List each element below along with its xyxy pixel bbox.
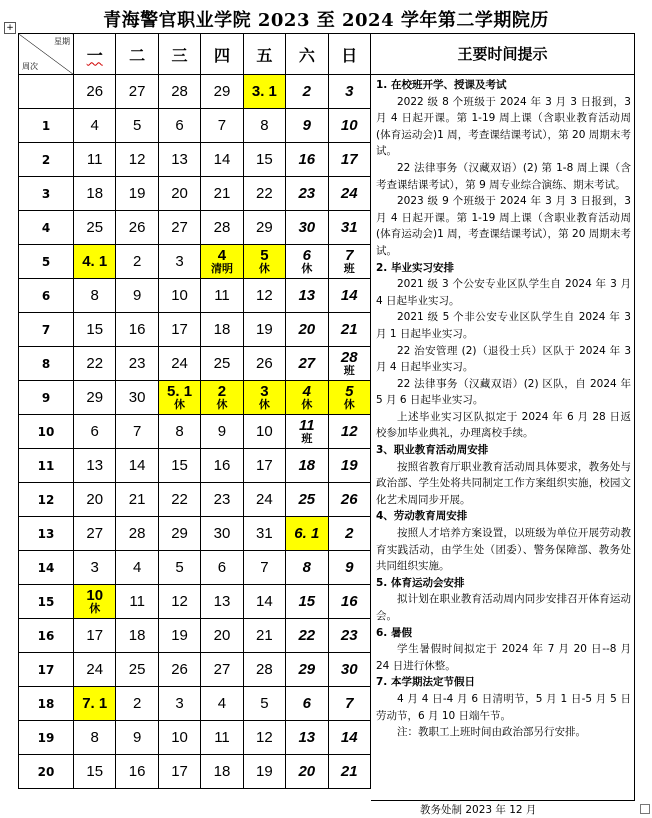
day-cell: 3. 1 (243, 75, 285, 109)
day-cell: 12 (243, 721, 285, 755)
week-row (19, 619, 371, 653)
day-number: 5. 1 (167, 382, 193, 400)
day-cell: 10 (328, 109, 370, 143)
day-cell: 26 (158, 653, 200, 687)
day-cell (328, 381, 370, 415)
week-number: 3 (19, 177, 74, 211)
day-cell: 3 (328, 75, 370, 109)
day-cell: 16 (116, 755, 158, 789)
corner-week-label: 周次 (22, 62, 38, 71)
week-row (19, 75, 371, 109)
day-cell: 2 (328, 517, 370, 551)
weekday-header-7: 日 (328, 34, 370, 75)
day-note: 班 (301, 431, 313, 445)
day-cell: 19 (116, 177, 158, 211)
week-row (19, 721, 371, 755)
day-cell: 20 (286, 755, 328, 789)
day-cell: 8 (74, 279, 116, 313)
notes-paragraph: 22 法律事务（汉藏双语）(2) 第 1-8 周上课（含考查课结课考试），第 9 周专业综合演练、期末考试。 (376, 161, 631, 191)
day-cell: 20 (201, 619, 243, 653)
day-number: 7 (345, 246, 354, 264)
day-cell: 7 (116, 415, 158, 449)
day-number: 6 (302, 246, 311, 264)
day-cell: 28 (201, 211, 243, 245)
day-cell: 28 (116, 517, 158, 551)
notes-paragraph: 按照人才培养方案设置，以班级为单位开展劳动教育实践活动，由学生处（团委）、警务保障部、教务处共同组织实施。 (376, 527, 631, 573)
day-cell: 15 (243, 143, 285, 177)
day-cell: 14 (243, 585, 285, 619)
day-cell: 16 (328, 585, 370, 619)
day-cell: 24 (243, 483, 285, 517)
day-cell: 6 (286, 687, 328, 721)
week-row (19, 313, 371, 347)
day-cell: 22 (74, 347, 116, 381)
week-row (19, 211, 371, 245)
day-cell: 28 (243, 653, 285, 687)
week-number: 16 (19, 619, 74, 653)
notes-paragraph: 2023 级 9 个班级于 2024 年 3 月 3 日报到，3 月 4 日起开课。第 1-19 周上课（含职业教育活动周(体育运动会)1 周，考查课结课考试），第 20 周期末考试。 (376, 195, 631, 257)
day-number: 3 (260, 382, 269, 400)
day-note: 班 (343, 261, 355, 275)
day-cell (158, 381, 200, 415)
notes-panel (371, 33, 635, 801)
day-cell: 29 (243, 211, 285, 245)
day-cell: 27 (74, 517, 116, 551)
day-cell: 12 (328, 415, 370, 449)
day-cell: 7 (243, 551, 285, 585)
day-cell: 26 (243, 347, 285, 381)
day-cell: 14 (116, 449, 158, 483)
calendar-table (18, 33, 371, 789)
day-cell (201, 381, 243, 415)
day-note: 班 (343, 363, 355, 377)
day-cell: 27 (116, 75, 158, 109)
week-row (19, 517, 371, 551)
week-row (19, 177, 371, 211)
week-number (19, 75, 74, 109)
day-cell: 12 (243, 279, 285, 313)
week-number: 20 (19, 755, 74, 789)
day-cell: 20 (74, 483, 116, 517)
day-cell: 30 (286, 211, 328, 245)
day-number: 5 (260, 246, 269, 264)
week-row (19, 347, 371, 381)
day-cell: 9 (116, 279, 158, 313)
day-cell: 13 (201, 585, 243, 619)
day-cell: 5 (243, 687, 285, 721)
day-cell: 28 (158, 75, 200, 109)
week-row (19, 687, 371, 721)
day-cell: 17 (328, 143, 370, 177)
notes-paragraph: 学生暑假时间拟定于 2024 年 7 月 20 日--8 月 24 日进行休整。 (376, 643, 631, 672)
week-row (19, 279, 371, 313)
day-cell: 3 (74, 551, 116, 585)
day-cell: 14 (328, 279, 370, 313)
week-row (19, 551, 371, 585)
week-number: 5 (19, 245, 74, 279)
day-cell: 21 (243, 619, 285, 653)
day-cell: 21 (201, 177, 243, 211)
day-cell: 19 (243, 313, 285, 347)
weekday-header-4: 四 (201, 34, 243, 75)
day-cell: 30 (116, 381, 158, 415)
weekday-header-1: 一 (74, 34, 116, 75)
day-cell: 19 (243, 755, 285, 789)
weekday-header-2: 二 (116, 34, 158, 75)
day-number: 10 (86, 586, 104, 604)
week-number: 6 (19, 279, 74, 313)
day-cell: 24 (74, 653, 116, 687)
day-cell: 22 (243, 177, 285, 211)
day-cell: 15 (74, 755, 116, 789)
day-cell: 8 (158, 415, 200, 449)
table-move-handle-icon[interactable]: + (4, 22, 16, 34)
page-title: 青海警官职业学院 2023 至 2024 学年第二学期院历 (103, 10, 549, 31)
week-number: 7 (19, 313, 74, 347)
day-cell: 13 (74, 449, 116, 483)
notes-paragraph: 2022 级 8 个班级于 2024 年 3 月 3 日报到，3 月 4 日起开课。第 1-19 周上课（含职业教育活动周(体育运动会)1 周，考查课结课考试），第 20 周期末考试。 (376, 95, 631, 158)
week-number: 2 (19, 143, 74, 177)
day-cell: 10 (243, 415, 285, 449)
notes-section-heading: 7. 本学期法定节假日 (376, 676, 475, 689)
day-cell: 4 (74, 109, 116, 143)
day-cell: 6. 1 (286, 517, 328, 551)
day-cell: 31 (328, 211, 370, 245)
week-number: 17 (19, 653, 74, 687)
day-cell: 10 (158, 721, 200, 755)
day-cell: 7 (328, 687, 370, 721)
day-cell: 27 (201, 653, 243, 687)
corner-weekday-label: 星期 (54, 37, 70, 46)
week-row (19, 109, 371, 143)
day-note: 休 (174, 397, 186, 411)
day-cell: 29 (286, 653, 328, 687)
day-note: 清明 (210, 261, 233, 275)
day-cell: 30 (328, 653, 370, 687)
day-cell: 11 (201, 721, 243, 755)
day-cell: 26 (116, 211, 158, 245)
notes-body (371, 75, 634, 741)
day-cell (201, 245, 243, 279)
day-cell: 2 (116, 245, 158, 279)
week-number: 11 (19, 449, 74, 483)
day-cell: 6 (201, 551, 243, 585)
day-cell: 29 (74, 381, 116, 415)
week-number: 18 (19, 687, 74, 721)
day-cell: 15 (158, 449, 200, 483)
day-cell: 18 (116, 619, 158, 653)
day-cell: 2 (286, 75, 328, 109)
day-cell (328, 245, 370, 279)
calendar-body (19, 75, 371, 789)
week-row (19, 653, 371, 687)
day-cell: 22 (286, 619, 328, 653)
day-cell: 23 (328, 619, 370, 653)
day-cell: 23 (286, 177, 328, 211)
week-number: 4 (19, 211, 74, 245)
notes-section-heading: 5. 体育运动会安排 (376, 576, 465, 589)
day-cell: 2 (116, 687, 158, 721)
day-cell: 8 (243, 109, 285, 143)
day-cell: 21 (328, 755, 370, 789)
day-cell (74, 585, 116, 619)
table-corner-header (19, 34, 74, 75)
day-cell: 30 (201, 517, 243, 551)
notes-paragraph: 22 治安管理 (2)（退役士兵）区队于 2024 年 3 月 4 日起毕业实习。 (376, 344, 631, 374)
day-cell: 22 (158, 483, 200, 517)
footer-signature: 教务处制 2023 年 12 月 (420, 804, 537, 816)
day-cell: 24 (158, 347, 200, 381)
day-cell (243, 381, 285, 415)
day-cell: 15 (74, 313, 116, 347)
day-note: 休 (258, 397, 270, 411)
day-cell: 8 (74, 721, 116, 755)
day-cell: 3 (158, 687, 200, 721)
week-row (19, 755, 371, 789)
end-mark-icon (640, 804, 650, 814)
day-cell: 9 (328, 551, 370, 585)
day-number: 5 (345, 382, 354, 400)
week-number: 8 (19, 347, 74, 381)
notes-section-heading: 2. 毕业实习安排 (376, 261, 454, 274)
day-cell: 10 (158, 279, 200, 313)
day-cell: 20 (158, 177, 200, 211)
weekday-header-3: 三 (158, 34, 200, 75)
week-number: 13 (19, 517, 74, 551)
day-cell: 13 (158, 143, 200, 177)
week-number: 15 (19, 585, 74, 619)
day-cell: 8 (286, 551, 328, 585)
day-cell: 6 (158, 109, 200, 143)
notes-paragraph: 2021 级 3 个公安专业区队学生自 2024 年 3 月 4 日起毕业实习。 (376, 278, 631, 307)
notes-section-heading: 6. 暑假 (376, 626, 412, 639)
day-cell: 19 (328, 449, 370, 483)
day-cell: 19 (158, 619, 200, 653)
day-cell: 17 (158, 755, 200, 789)
day-cell: 21 (328, 313, 370, 347)
week-number: 19 (19, 721, 74, 755)
day-cell: 3 (158, 245, 200, 279)
day-cell: 27 (158, 211, 200, 245)
week-row (19, 381, 371, 415)
week-number: 12 (19, 483, 74, 517)
day-cell: 7 (201, 109, 243, 143)
day-cell: 15 (286, 585, 328, 619)
day-cell (286, 245, 328, 279)
day-cell: 6 (74, 415, 116, 449)
day-number: 11 (299, 416, 315, 434)
notes-section-heading: 4、劳动教育周安排 (376, 510, 468, 523)
notes-paragraph: 拟计划在职业教育活动周内同步安排召开体育运动会。 (376, 593, 631, 622)
day-cell: 13 (286, 721, 328, 755)
day-cell: 5 (116, 109, 158, 143)
week-number: 1 (19, 109, 74, 143)
day-cell (286, 381, 328, 415)
day-cell: 4 (201, 687, 243, 721)
notes-paragraph: 2021 级 5 个非公安专业区队学生自 2024 年 3 月 1 日起毕业实习。 (376, 311, 631, 340)
day-cell: 9 (116, 721, 158, 755)
day-number: 4 (302, 382, 311, 400)
day-cell: 12 (158, 585, 200, 619)
day-cell: 17 (74, 619, 116, 653)
day-note: 休 (301, 261, 313, 275)
day-cell: 4. 1 (74, 245, 116, 279)
week-row (19, 143, 371, 177)
day-cell: 16 (286, 143, 328, 177)
week-row (19, 245, 371, 279)
day-number: 28 (340, 348, 358, 366)
day-cell: 9 (201, 415, 243, 449)
notes-section-heading: 3、职业教育活动周安排 (376, 444, 489, 457)
day-cell: 14 (328, 721, 370, 755)
day-cell: 5 (158, 551, 200, 585)
day-cell: 20 (286, 313, 328, 347)
day-cell: 25 (286, 483, 328, 517)
day-cell (328, 347, 370, 381)
notes-header: 王要时间提示 (371, 34, 634, 75)
day-cell: 26 (328, 483, 370, 517)
day-cell: 11 (201, 279, 243, 313)
day-cell: 7. 1 (74, 687, 116, 721)
day-cell: 29 (158, 517, 200, 551)
notes-paragraph: 注：教职工上班时间由政治部另行安排。 (397, 726, 586, 739)
day-note: 休 (89, 601, 101, 615)
day-cell: 16 (201, 449, 243, 483)
day-cell: 23 (201, 483, 243, 517)
week-number: 14 (19, 551, 74, 585)
week-number: 9 (19, 381, 74, 415)
day-cell: 29 (201, 75, 243, 109)
weekday-header-row (19, 34, 371, 75)
day-cell: 31 (243, 517, 285, 551)
week-row (19, 449, 371, 483)
day-cell: 25 (201, 347, 243, 381)
notes-paragraph: 按照省教育厅职业教育活动周具体要求，教务处与政治部、学生处将共同制定工作方案组织实施，校园文化艺术周同步开展。 (376, 460, 631, 506)
day-note: 休 (343, 397, 355, 411)
day-note: 休 (216, 397, 228, 411)
day-cell: 11 (74, 143, 116, 177)
day-cell: 18 (74, 177, 116, 211)
day-cell: 21 (116, 483, 158, 517)
day-cell: 9 (286, 109, 328, 143)
week-row (19, 585, 371, 619)
day-cell: 18 (286, 449, 328, 483)
weekday-header-6: 六 (286, 34, 328, 75)
day-note: 休 (301, 397, 313, 411)
day-cell: 13 (286, 279, 328, 313)
day-note: 休 (258, 261, 270, 275)
day-cell: 14 (201, 143, 243, 177)
week-row (19, 483, 371, 517)
day-number: 2 (217, 382, 227, 400)
week-number: 10 (19, 415, 74, 449)
notes-paragraph: 4 月 4 日-4 月 6 日清明节，5 月 1 日-5 月 5 日劳动节，6 月 10 日端午节。 (376, 692, 631, 722)
day-cell: 25 (116, 653, 158, 687)
week-row (19, 415, 371, 449)
day-cell (286, 415, 328, 449)
day-cell: 18 (201, 755, 243, 789)
day-cell: 17 (243, 449, 285, 483)
day-cell: 18 (201, 313, 243, 347)
day-cell: 16 (116, 313, 158, 347)
day-cell: 25 (74, 211, 116, 245)
notes-paragraph: 上述毕业实习区队拟定于 2024 年 6 月 28 日返校参加毕业典礼，办理离校手续。 (376, 410, 631, 440)
weekday-header-5: 五 (243, 34, 285, 75)
day-cell: 17 (158, 313, 200, 347)
day-cell: 23 (116, 347, 158, 381)
day-cell: 27 (286, 347, 328, 381)
notes-section-heading: 1. 在校班开学、授课及考试 (376, 79, 507, 91)
day-cell: 4 (116, 551, 158, 585)
day-cell: 11 (116, 585, 158, 619)
notes-paragraph: 22 法律事务（汉藏双语）(2) 区队，自 2024 年 5 月 6 日起毕业实习。 (376, 377, 631, 407)
day-cell: 26 (74, 75, 116, 109)
day-number: 4 (217, 246, 227, 264)
day-cell (243, 245, 285, 279)
day-cell: 24 (328, 177, 370, 211)
day-cell: 12 (116, 143, 158, 177)
